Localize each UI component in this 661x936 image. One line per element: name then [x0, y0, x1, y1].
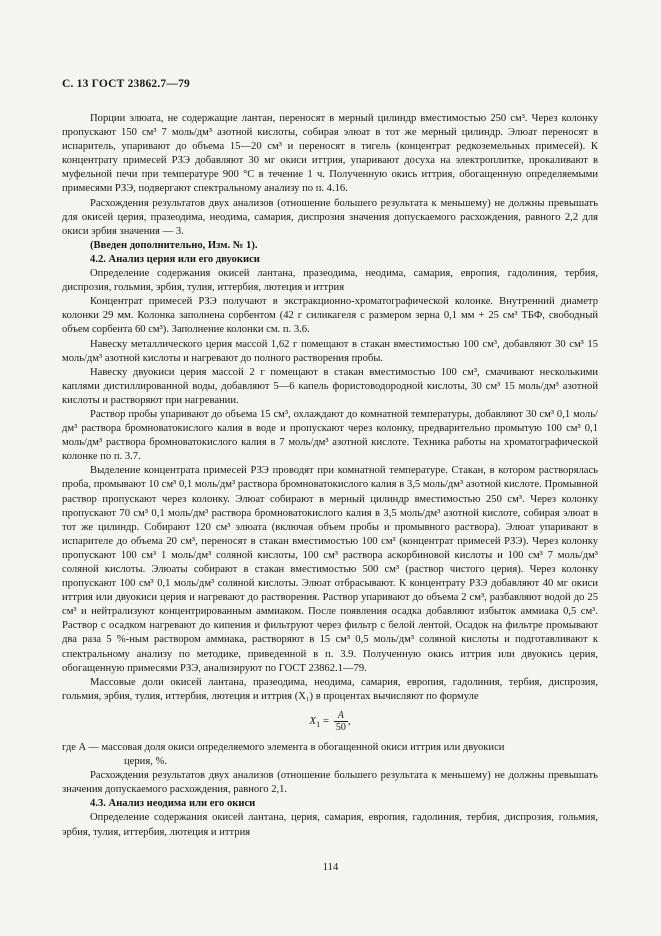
- formula-equals: =: [322, 714, 330, 727]
- section-heading-4-2: 4.2. Анализ церия или его двуокиси: [90, 253, 260, 265]
- paragraph: Порции элюата, не содержащие лантан, переносят в мерный цилиндр вместимостью 250 см³. Через колонку пропускают 150 см³ 7 моль/дм³ азотной кислоты, собирая элюат в тот же мерный цилиндр. Элюат переносят в испаритель, упаривают до объема 15—20 см³ и переносят в тигель (концентрат редкоземельных примесей). К концентрату примесей РЗЭ добавляют 30 мг окиси иттрия, упаривают досуха на электроплитке, прокаливают в муфельной печи при температуре 900 °С в течение 1 ч. Полученную окись иттрия, обогащенную определяемыми примесями РЗЭ, подвергают спектральному анализу по п. 4.16.: [62, 113, 598, 195]
- paragraph: Выделение концентрата примесей РЗЭ проводят при комнатной температуре. Стакан, в котором растворялась проба, промывают 10 см³ 0,1 моль/дм³ раствора бромноватокислого калия в 3,5 моль/дм³ азотной кислоте. Промывной раствор пропускают через колонку. Элюат собирают в мерный цилиндр вместимостью 250 см³. Через колонку пропускают 70 см³ 0,1 моль/дм³ раствора бромноватокислого калия в 3,5 моль/дм³ азотной кислоте, собирая элюат в тот же цилиндр. Собирают 120 см³ элюата (включая объем пробы и промывного раствора). Элюат упаривают в испарителе до объема 20 см³, переносят в стакан вместимостью 100 см³ (концентрат примесей РЗЭ). Через колонку пропускают 100 см³ 1 моль/дм³ соляной кислоты, 100 см³ раствора аскорбиновой кислоты и 100 см³ 7 моль/дм³ соляной кислоты. Элюаты собирают в стакан вместимостью 500 см³ (раствор чистого церия). Через колонку пропускают 100 см³ 0,1 моль/дм³ соляной кислоты. Элюат отбрасывают. К концентрату РЗЭ добавляют 40 мг окиси иттрия или двуокиси церия и нагревают до растворения. Раствор упаривают до объема 2 см³, разбавляют водой до 25 см³ и нейтрализуют концентрированным аммиаком. После появления осадка добавляют избыток аммиака 0,5 см³. Раствор с осадком нагревают до кипения и фильтруют через фильтр с белой лентой. Осадок на фильтре промывают два раза 5 %-ным раствором аммиака, растворяют в 15 см³ 0,5 моль/дм³ соляной кислоты и подготавливают к спектральному анализу по методике, приведенной в п. 3.9. Полученную окись иттрия или двуокись церия, обогащенную примесями РЗЭ, анализируют по ГОСТ 23862.1—79.: [62, 465, 598, 674]
- section-heading-4-3: 4.3. Анализ неодима или его окиси: [90, 798, 256, 810]
- document-body: [62, 112, 598, 840]
- formula-denominator: 50: [335, 721, 346, 733]
- paragraph: Определение содержания окисей лантана, празеодима, неодима, самария, европия, гадолиния, тербия, диспрозия, гольмия, эрбия, тулия, иттербия, лютеция и иттрия: [62, 268, 598, 294]
- paragraph: Концентрат примесей РЗЭ получают в экстракционно-хроматографической колонке. Внутренний диаметр колонки 29 мм. Колонка заполнена сорбентом (42 г силикагеля с размером зерна 0,1 мм + 25 см³ ТБФ, свободный объем сорбента 60 см³). Заполнение колонки см. п. 3.6.: [62, 296, 598, 336]
- formula-fraction: [334, 710, 348, 733]
- formula-legend-cont: церия, %.: [124, 756, 167, 768]
- paragraph: Расхождения результатов двух анализов (отношение большего результата к меньшему) не должны превышать для окисей церия, празеодима, неодима, самария, диспрозия значения допускаемого расхождения, равного 2,2 для окиси эрбия значения — 3.: [62, 197, 598, 237]
- formula-lhs: X: [309, 714, 317, 727]
- formula-subscript: 1: [316, 720, 321, 730]
- paragraph: Навеску двуокиси церия массой 2 г помещают в стакан вместимостью 100 см³, смачивают несколькими каплями дистиллированной воды, добавляют 5—6 капель фористоводородной кислоты, 30 см³ 15 моль/дм³ азотной кислоты и растворяют при нагревании.: [62, 366, 598, 406]
- formula-legend: где A — массовая доля окиси определяемого элемента в обогащенной окиси иттрия или двуокиси: [62, 741, 505, 753]
- formula: [62, 710, 598, 733]
- formula-tail: ,: [347, 714, 351, 727]
- formula-numerator: A: [334, 710, 348, 722]
- paragraph: Массовые доли окисей лантана, празеодима, неодима, самария, европия, гадолиния, тербия, диспрозия, гольмия, эрбия, тулия, иттербия, лютеция и иттрия (X₁) в процентах вычисляют по формуле: [62, 676, 598, 702]
- running-header: С. 13 ГОСТ 23862.7—79: [62, 78, 190, 90]
- paragraph: Расхождения результатов двух анализов (отношение большего результата к меньшему) не должны превышать значения допускаемого расхождения, равного 2,1.: [62, 770, 598, 796]
- amendment-note: (Введен дополнительно, Изм. № 1).: [90, 239, 258, 251]
- page-number: 114: [322, 862, 339, 873]
- paragraph: Навеску металлического церия массой 1,62 г помещают в стакан вместимостью 100 см³, добавляют 30 см³ 15 моль/дм³ азотной кислоты и нагревают до полного растворения пробы.: [62, 338, 598, 364]
- paragraph: Определение содержания окисей лантана, церия, самария, европия, гадолиния, тербия, диспрозия, гольмия, эрбия, тулия, иттербия, лютеция и иттрия: [62, 812, 598, 838]
- paragraph: Раствор пробы упаривают до объема 15 см³, охлаждают до комнатной температуры, добавляют 30 см³ 0,1 моль/дм³ раствора бромноватокислого калия в воде и пропускают через колонку, предварительно промытую 100 см³ 0,1 моль/дм³ раствора бромноватокислого калия в 7 моль/дм³ азотной кислоте. Техника работы на хроматографической колонке по п. 3.7.: [62, 408, 598, 463]
